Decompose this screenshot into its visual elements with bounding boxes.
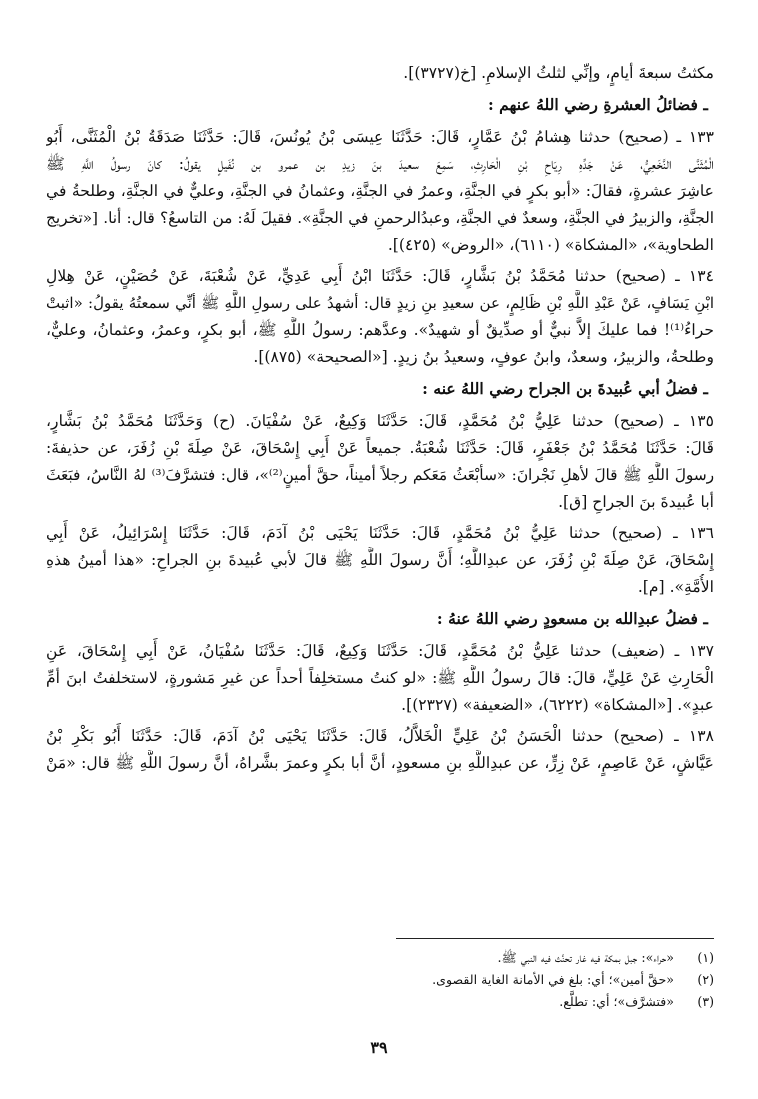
text-line: وطلحةُ، والزبيرُ، وسعدٌ، وابنُ عوفٍ، وسعيدُ بنُ زيدٍ. [«الصحيحة» (٨٧٥)].: [253, 348, 714, 366]
text-line: ١٣٦ ـ (صحيح) حدثنا عَلِيُّ بْنُ مُحَمَّدٍ، قَالَ: حَدَّثَنَا يَحْيَى بْنُ آدَمَ، قَالَ: حَدَّثَنَا إِسْرَائِيلُ، عَنْ أَبِي: [46, 524, 714, 542]
footnote-number: (٣): [697, 994, 714, 1009]
footnotes: [46, 938, 714, 1013]
hadith-137: [46, 638, 714, 719]
hadith-138: [46, 723, 714, 777]
text-line: أبا عُبيدةَ بنَ الجراحِ [ق].: [558, 493, 714, 511]
footnote-number: (٢): [697, 972, 714, 987]
footnote-text: «فتشرَّف»؛ أي: تطلَّع.: [559, 994, 674, 1009]
text-line: ١٣٥ ـ (صحيح) حدثنا عَلِيُّ بْنُ مُحَمَّدٍ، قَالَ: حَدَّثَنَا وَكِيعٌ، عَنْ سُفْيَانَ. (ح) وَحَدَّثَنَا مُحَمَّدُ بْنُ بَشَّارٍ،: [46, 412, 714, 430]
section-heading: ـ فضائلُ العشرةِ رضي اللهُ عنهم :: [487, 95, 708, 114]
hadith-136: [46, 520, 714, 601]
footnote-divider: [396, 938, 714, 939]
hadith-135: [46, 408, 714, 516]
text-line: الْمُثَنَّى النَّخَعِيُّ، عَنْ جَدِّهِ رِيَاحِ بْنِ الْحَارِثِ، سَمِعَ سعيدَ بنَ زيدِ بن عمرو بن نُفَيلٍ يقولُ: كانَ رسولُ اللَّهِ ﷺ: [46, 155, 714, 173]
text-line: ١٣٧ ـ (ضعيف) حدثنا عَلِيُّ بْنُ مُحَمَّدٍ، قَالَ: حَدَّثَنَا وَكِيعٌ، قَالَ: حَدَّثَنَا سُفْيَانُ، عَنْ أَبِي إِسْحَاقَ، عَنِ: [46, 642, 714, 660]
text-line: الْحَارِثِ عَنْ عَلِيٍّ، قالَ: قالَ رسولُ اللَّهِ ﷺ: «لو كنتُ مستخلِفاً أحداً عن غيرِ مَشورةٍ، لاستخلفتُ ابنَ أمِّ: [46, 669, 714, 687]
text-line: رسولَ اللَّهِ ﷺ قالَ لأهلِ نَجْرانَ: «سأبْعَثُ مَعَكم رجلاً أميناً، حقَّ أمينٍ⁽²⁾»، قال: فتشرَّفَ⁽³⁾ لهُ النَّاسُ، فبَعَثَ: [46, 466, 714, 484]
text-line: ابْنِ يَسَافٍ، عَنْ عَبْدِ اللَّهِ بْنِ ظَالِمٍ، عن سعيدِ بنِ زيدٍ قال: أشهدُ على رسولِ اللَّهِ ﷺ أنِّي سمعتُهُ يقولُ: «اثبتْ: [46, 294, 714, 312]
text-line: ١٣٨ ـ (صحيح) حدثنا الْحَسَنُ بْنُ عَلِيٍّ الْخَلاَّلُ، قَالَ: حَدَّثَنَا يَحْيَى بْنُ آدَمَ، قَالَ: حَدَّثَنَا أَبُو بَكْرِ بْنُ: [46, 727, 714, 745]
section-heading: ـ فضلُ أبي عُبيدةَ بن الجراح رضي اللهُ عنه :: [422, 379, 708, 398]
footnote: [46, 969, 714, 991]
footnote: [46, 991, 714, 1013]
text-line: إِسْحَاقَ، عَنْ صِلَةَ بْنِ زُفَرَ، عن عبدِاللَّهِ؛ أَنَّ رسولَ اللَّهِ ﷺ قالَ لأبي عُبيدةَ بنِ الجراحِ: «هذا أمينُ هذهِ: [46, 551, 714, 569]
footnote-text: «حراء»: جبل بمكة فيه غار تحنَّث فيه النبي ﷺ.: [497, 950, 674, 965]
text-line: مكثتُ سبعةَ أيامٍ، وإنِّي لثلثُ الإسلامِ. [خ(٣٧٢٧)].: [403, 64, 714, 82]
intro-paragraph: [46, 60, 714, 87]
footnote-number: (١): [697, 950, 714, 965]
page-body: [46, 60, 714, 781]
text-line: عَيَّاشٍ، عَنْ عَاصِمٍ، عَنْ زِرٍّ، عن عبدِاللَّهِ بنِ مسعودٍ، أنَّ أبا بكرٍ وعمرَ بشَّراهُ، أنَّ رسولَ اللَّهِ ﷺ قال: «مَنْ: [46, 754, 714, 772]
text-line: الطحاوية»، «المشكاة» (٦١١٠)، «الروض» (٤٢٥)].: [387, 236, 714, 254]
text-line: قَالَ: حَدَّثَنَا مُحَمَّدُ بْنُ جَعْفَرٍ، قَالَ: حَدَّثَنَا شُعْبَةُ. جميعاً عَنْ أَبِي إِسْحَاقَ، عَنْ صِلَةَ بْنِ زُفَرَ، عن حذيفةَ:: [46, 439, 714, 457]
text-line: عاشِرَ عشرةٍ، فقالَ: «أبو بكرٍ في الجنَّةِ، وعمرُ في الجنَّةِ، وعثمانُ في الجنَّةِ، وعليٌّ في الجنَّةِ، وطلحةُ في: [46, 182, 714, 200]
text-line: الأُمَّةِ». [م].: [637, 578, 714, 596]
section-heading: ـ فضلُ عبدِالله بن مسعودٍ رضي اللهُ عنهُ :: [436, 609, 708, 628]
text-line: عبدٍ». [«المشكاة» (٦٢٢٢)، «الضعيفة» (٢٣٢٧)].: [401, 696, 714, 714]
text-line: حراءُ⁽¹⁾! فما عليكَ إلاَّ نبيٌّ أو صدِّيقٌ أو شهيدٌ». وعدَّهم: رسولُ اللَّهِ ﷺ، أبو بكرٍ، وعمرُ، وعثمانُ، وعليٌّ،: [46, 321, 714, 339]
footnote: [46, 947, 714, 969]
text-line: الجنَّةِ، والزبيرُ في الجنَّةِ، وسعدٌ في الجنَّةِ، وعبدُالرحمنِ في الجنَّةِ». فقيلَ لَهُ: من التاسعُ؟ قال: أنا. [«تخريج: [46, 209, 714, 227]
hadith-134: [46, 263, 714, 371]
text-line: ١٣٤ ـ (صحيح) حدثنا مُحَمَّدُ بْنُ بَشَّارٍ، قَالَ: حَدَّثَنَا ابْنُ أَبِي عَدِيٍّ، عَنْ شُعْبَةَ، عَنْ حُصَيْنٍ، عَنْ هِلالِ: [46, 267, 714, 285]
footnote-text: «حقَّ أمين»؛ أي: بلغ في الأمانة الغاية القصوى.: [432, 972, 674, 987]
page-number: ٣٩: [370, 1038, 388, 1057]
hadith-133: [46, 124, 714, 259]
text-line: ١٣٣ ـ (صحيح) حدثنا هِشامُ بْنُ عَمَّارٍ، قَالَ: حَدَّثَنَا عِيسَى بْنُ يُونُسَ، قَالَ: حَدَّثَنَا صَدَقَةُ بْنُ الْمُثَنَّى، أَبُو: [46, 128, 714, 146]
